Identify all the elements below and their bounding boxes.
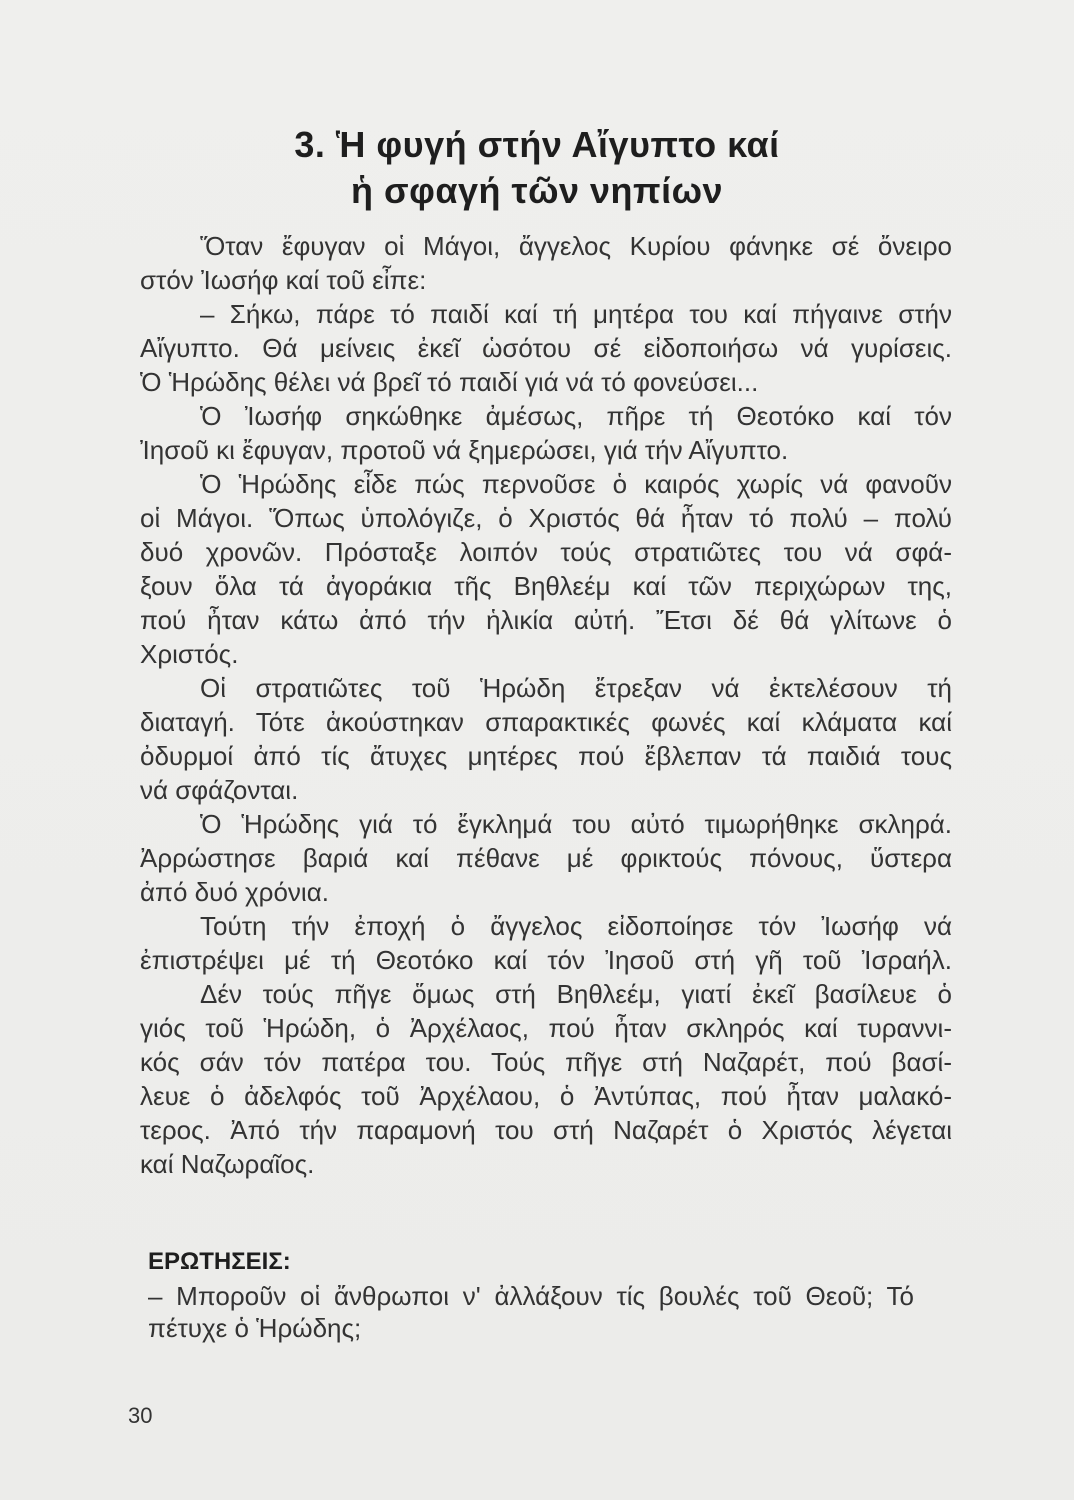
body-line: νά σφάζονται. bbox=[140, 775, 299, 805]
chapter-title-line-1: 3. Ἡ φυγή στήν Αἴγυπτο καί bbox=[294, 124, 780, 165]
body-line: Δέν τούς πῆγε ὅμως στή Βηθλεέμ, γιατί ἐκεῖ βασίλευε ὁ bbox=[200, 979, 952, 1009]
body-line: Ἀρρώστησε βαριά καί πέθανε μέ φρικτούς πόνους, ὕστερα bbox=[140, 843, 952, 873]
chapter-title-line-2: ἡ σφαγή τῶν νηπίων bbox=[350, 170, 724, 211]
body-line: γιός τοῦ Ἡρώδη, ὁ Ἀρχέλαος, πού ἦταν σκληρός καί τυραννι- bbox=[140, 1013, 952, 1043]
body-line: καί Ναζωραῖος. bbox=[140, 1149, 315, 1179]
questions-heading: ΕΡΩΤΗΣΕΙΣ: bbox=[148, 1248, 291, 1275]
body-line: πού ἦταν κάτω ἀπό τήν ἡλικία αὐτή. Ἔτσι δέ θά γλίτωνε ὁ bbox=[140, 605, 952, 635]
body-line: κός σάν τόν πατέρα του. Τούς πῆγε στή Ναζαρέτ, πού βασί- bbox=[140, 1047, 952, 1077]
question-line: πέτυχε ὁ Ἡρώδης; bbox=[148, 1313, 362, 1343]
body-line: Ὁ Ἡρώδης θέλει νά βρεῖ τό παιδί γιά νά τό φονεύσει... bbox=[140, 367, 759, 397]
body-line: ἐπιστρέψει μέ τή Θεοτόκο καί τόν Ἰησοῦ στή γῆ τοῦ Ἰσραήλ. bbox=[140, 945, 952, 975]
body-line: λευε ὁ ἀδελφός τοῦ Ἀρχέλαου, ὁ Ἀντύπας, πού ἦταν μαλακό- bbox=[140, 1081, 952, 1111]
body-line: – Σήκω, πάρε τό παιδί καί τή μητέρα του καί πήγαινε στήν bbox=[200, 299, 952, 329]
question-line: – Μποροῦν οἱ ἄνθρωποι ν' ἀλλάξουν τίς βουλές τοῦ Θεοῦ; Τό bbox=[148, 1281, 914, 1311]
body-line: ξουν ὅλα τά ἀγοράκια τῆς Βηθλεέμ καί τῶν περιχώρων της, bbox=[140, 571, 952, 601]
body-line: ἀπό δυό χρόνια. bbox=[140, 877, 329, 907]
body-line: οἱ Μάγοι. Ὅπως ὑπολόγιζε, ὁ Χριστός θά ἦταν τό πολύ – πολύ bbox=[140, 503, 952, 533]
body-line: Χριστός. bbox=[140, 639, 239, 669]
body-line: τερος. Ἀπό τήν παραμονή του στή Ναζαρέτ ὁ Χριστός λέγεται bbox=[140, 1115, 952, 1145]
body-line: Τούτη τήν ἐποχή ὁ ἄγγελος εἰδοποίησε τόν Ἰωσήφ νά bbox=[200, 911, 952, 941]
body-line: Ἰησοῦ κι ἔφυγαν, προτοῦ νά ξημερώσει, γιά τήν Αἴγυπτο. bbox=[140, 435, 789, 465]
body-line: δυό χρονῶν. Πρόσταξε λοιπόν τούς στρατιῶτες του νά σφά- bbox=[140, 537, 952, 567]
body-line: Ὁ Ἡρώδης εἶδε πώς περνοῦσε ὁ καιρός χωρίς νά φανοῦν bbox=[200, 469, 952, 499]
body-line: ὀδυρμοί ἀπό τίς ἄτυχες μητέρες πού ἔβλεπαν τά παιδιά τους bbox=[140, 741, 952, 771]
body-line: Ὁ Ἡρώδης γιά τό ἔγκλημά του αὐτό τιμωρήθηκε σκληρά. bbox=[200, 809, 952, 839]
body-line: Ὁ Ἰωσήφ σηκώθηκε ἀμέσως, πῆρε τή Θεοτόκο καί τόν bbox=[200, 401, 952, 431]
body-line: Αἴγυπτο. Θά μείνεις ἐκεῖ ὡσότου σέ εἰδοποιήσω νά γυρίσεις. bbox=[140, 333, 952, 363]
body-line: διαταγή. Τότε ἀκούστηκαν σπαρακτικές φωνές καί κλάματα καί bbox=[140, 707, 952, 737]
body-line: στόν Ἰωσήφ καί τοῦ εἶπε: bbox=[140, 265, 427, 295]
body-line: Ὅταν ἔφυγαν οἱ Μάγοι, ἄγγελος Κυρίου φάνηκε σέ ὄνειρο bbox=[200, 231, 952, 261]
body-line: Οἱ στρατιῶτες τοῦ Ἡρώδη ἔτρεξαν νά ἐκτελέσουν τή bbox=[200, 673, 952, 703]
page-number: 30 bbox=[128, 1403, 153, 1428]
